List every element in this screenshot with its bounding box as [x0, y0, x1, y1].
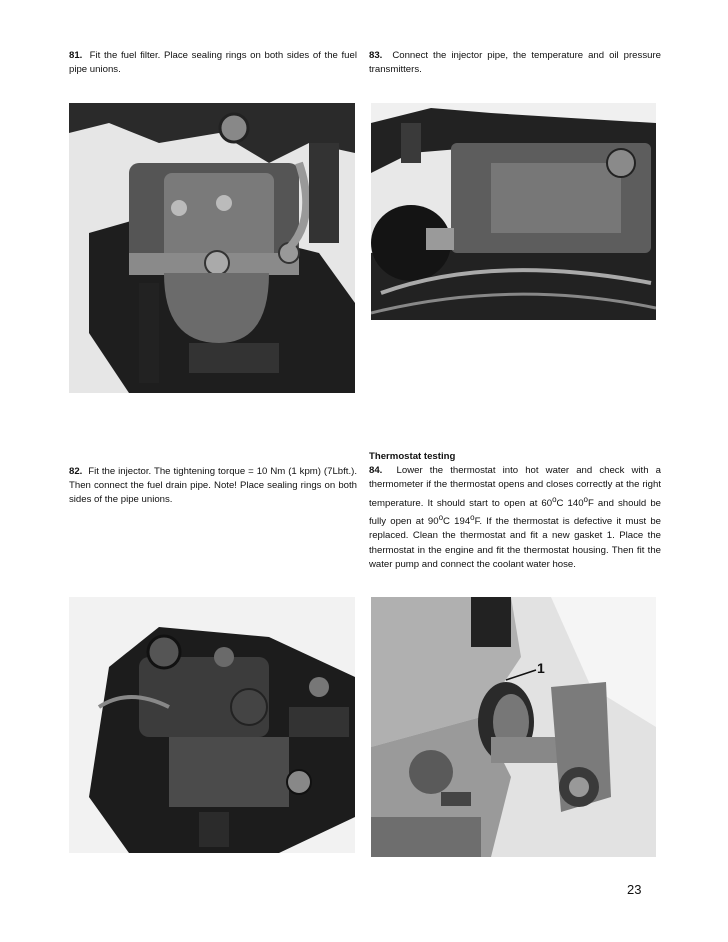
step-body: F and should be fully open at 90: [369, 497, 661, 528]
step-body: Fit the injector. The tightening torque = 10 Nm (1 kpm) (7Lbft.). Then connect the fuel drain pipe. Note! Place sealing rings on both sides of the pipe unions.: [69, 466, 357, 506]
step-number: 84.: [369, 465, 383, 477]
step-number: 82.: [69, 466, 83, 477]
degree-mark: o: [438, 513, 444, 522]
photo-injector: [69, 597, 355, 853]
step-83-text: [369, 49, 661, 77]
step-number: 81.: [69, 50, 83, 61]
page-number: 23: [627, 882, 642, 897]
step-84-text: [369, 450, 661, 572]
gasket-callout: 1: [537, 660, 545, 676]
section-heading: Thermostat testing: [369, 451, 456, 462]
step-81-text: [69, 49, 357, 77]
photo-injector-pipe: [371, 103, 656, 320]
step-body: C 194: [443, 516, 471, 528]
photo-thermostat: [371, 597, 656, 857]
step-number: 83.: [369, 50, 383, 61]
step-body: Lower the thermostat into hot water and check with a thermometer if the thermostat opens and closes correctly at the right temperature. It should start to open at 60: [369, 465, 661, 509]
degree-mark: o: [583, 494, 588, 504]
degree-mark: o: [470, 513, 475, 522]
degree-mark: o: [552, 494, 557, 504]
step-82-text: [69, 465, 357, 508]
step-body: Connect the injector pipe, the temperature and oil pressure transmitters.: [369, 50, 661, 76]
photo-fuel-filter: [69, 103, 355, 393]
step-body: Fit the fuel filter. Place sealing rings on both sides of the fuel pipe unions.: [69, 50, 357, 76]
step-body: F. If the thermostat is defective it must be replaced. Clean the thermostat and fit a new gasket 1. Place the thermostat in the engine and fit the thermostat housing. Then fit the water pump and connect the coolant water hose.: [369, 516, 661, 570]
step-body: C 140: [556, 497, 584, 509]
